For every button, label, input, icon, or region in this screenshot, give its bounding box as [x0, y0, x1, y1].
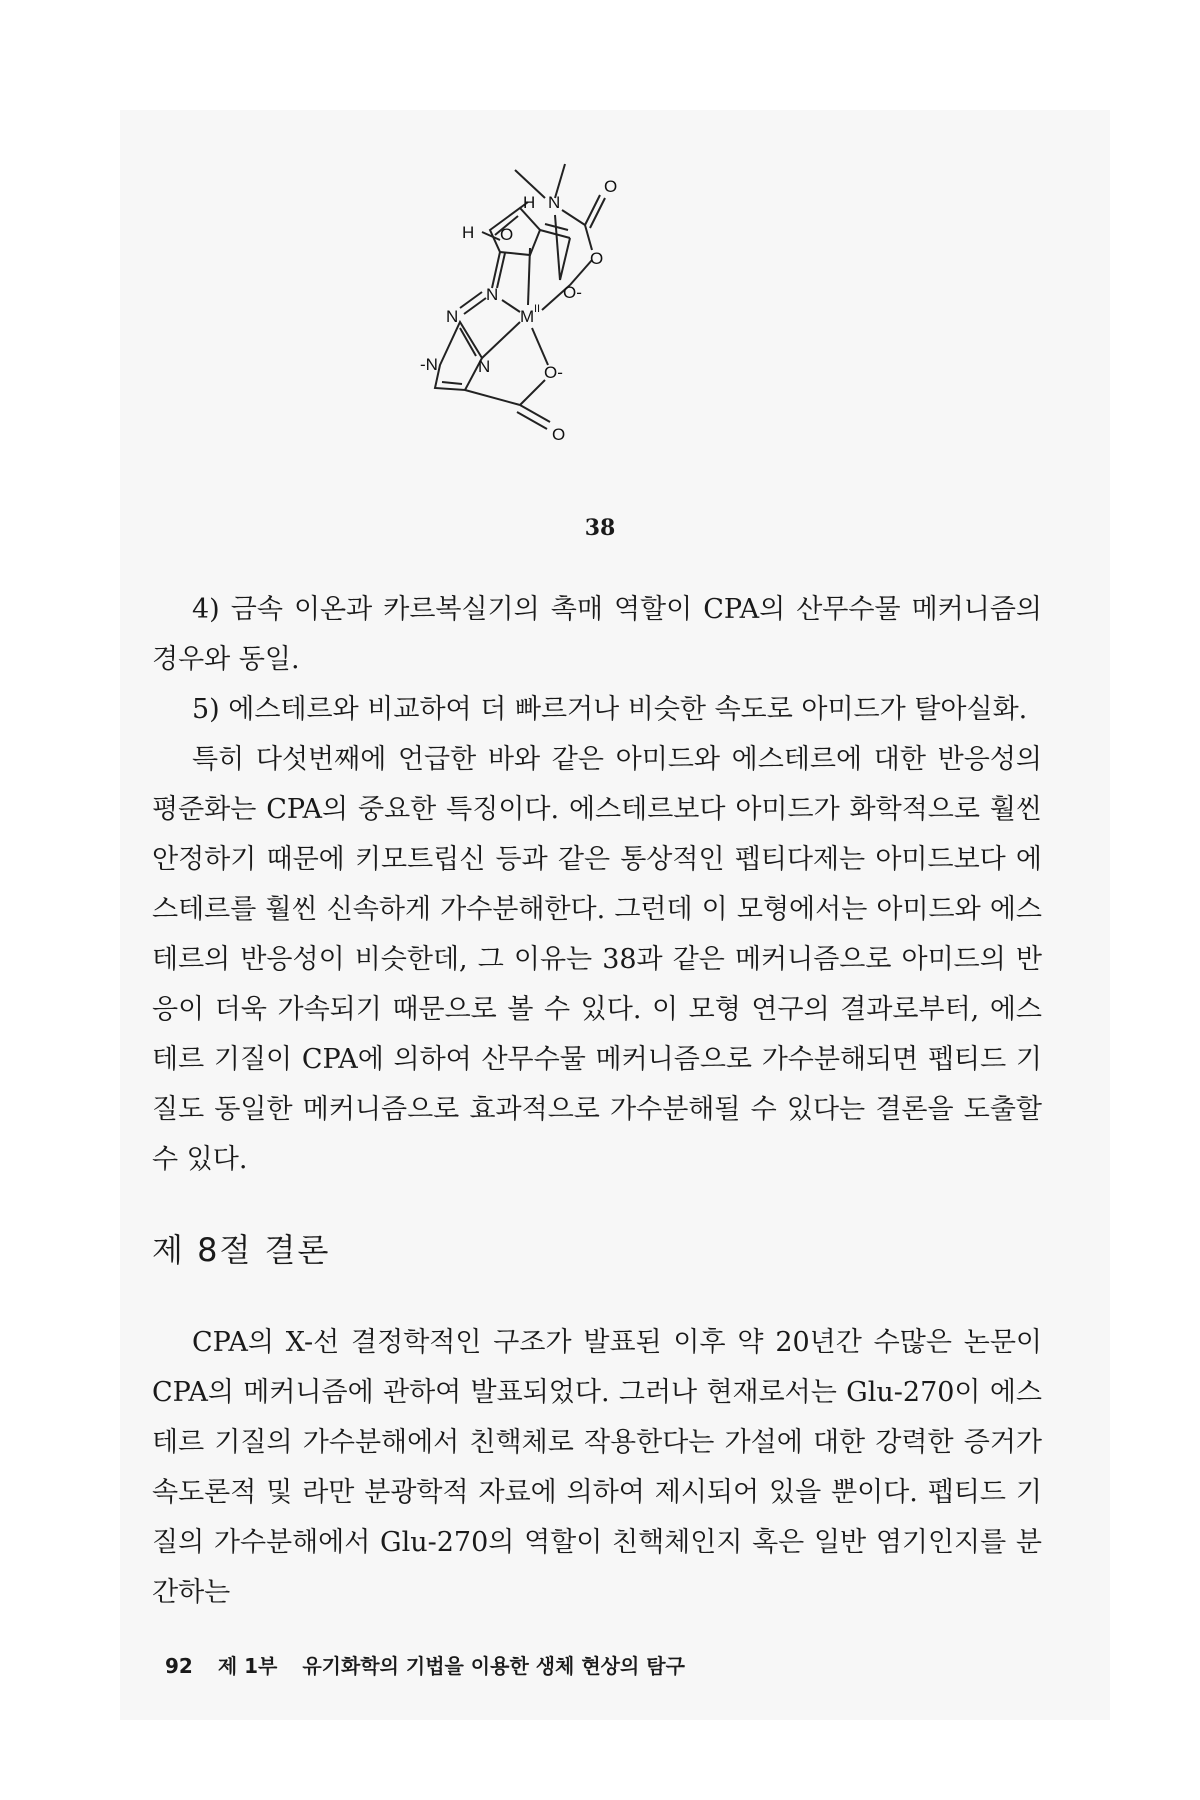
bond — [442, 382, 462, 384]
bond — [528, 248, 530, 305]
compound-number: 38 — [584, 515, 616, 541]
footer-part: 제 1부 — [217, 1654, 278, 1678]
structure-drawing — [420, 160, 720, 500]
atom-label: N — [486, 285, 499, 304]
page-footer — [165, 1650, 703, 1679]
atom-label: N — [446, 307, 459, 326]
atom-label: -N — [420, 355, 438, 374]
bond — [532, 328, 548, 365]
atom-label: II — [534, 303, 541, 315]
bond — [590, 198, 605, 228]
list-item-5: 5) 에스테르와 비교하여 더 빠르거나 비슷한 속도로 아미드가 탈아실화. — [192, 694, 1028, 725]
bond — [555, 215, 560, 280]
bond — [460, 292, 482, 308]
list-item-4: 4) 금속 이온과 카르복실기의 촉매 역할이 CPA의 산무수물 메커니즘의 경우와 동일. — [152, 594, 1042, 675]
section-title: 제 8절 결론 — [152, 1231, 331, 1269]
atom-label: H — [462, 223, 475, 242]
atom-label: O — [552, 425, 566, 444]
bond — [585, 225, 592, 250]
bond — [464, 298, 486, 314]
body-paragraph: 특히 다섯번째에 언급한 바와 같은 아미드와 에스테르에 대한 반응성의 평준화는 CPA의 중요한 특징이다. 에스테르보다 아미드가 화학적으로 훨씬 안정하기 때문에 키모트립신 등과 같은 통상적인 펩티다제는 아미드보다 에스테르를 훨씬 신속하게 가수분해한다. 그런데 이 모형에서는 아미드와 에스테르의 반응성이 비슷한데, 그 이유는 38과 같은 메커니즘으로 아미드의 반응이 더욱 가속되기 때문으로 볼 수 있다. 이 모형 연구의 결과로부터, 에스테르 기질이 CPA에 의하여 산무수물 메커니즘으로 가수분해되면 펩티드 기질도 동일한 메커니즘으로 효과적으로 가수분해될 수 있다는 결론을 도출할 수 있다. — [152, 744, 1042, 1175]
atom-label: N — [548, 193, 561, 212]
section-body-paragraph: CPA의 X-선 결정학적인 구조가 발표된 이후 약 20년간 수많은 논문이 CPA의 메커니즘에 관하여 발표되었다. 그러나 현재로서는 Glu-270이 에스테르 기질의 가수분해에서 친핵체로 작용한다는 가설에 대한 강력한 증거가 속도론적 및 라만 분광학적 자료에 의하여 제시되어 있을 뿐이다. 펩티드 기질의 가수분해에서 Glu-270의 역할이 친핵체인지 혹은 일반 염기인지를 분간하는 — [152, 1327, 1042, 1608]
atom-label: O — [590, 249, 604, 268]
bond — [570, 260, 592, 285]
atom-label: O- — [563, 283, 582, 302]
section-body-block — [152, 1318, 1042, 1618]
list-block — [152, 585, 1042, 1185]
bond — [482, 322, 520, 358]
atom-label: N — [478, 357, 491, 376]
chemical-structure — [420, 160, 720, 500]
bond — [465, 390, 520, 405]
bond — [560, 238, 570, 280]
atom-label: H — [523, 193, 536, 212]
bond — [517, 412, 547, 429]
atom-label: M — [520, 307, 535, 326]
bond — [562, 210, 585, 225]
bond — [520, 380, 545, 405]
bond — [460, 328, 476, 356]
atom-label: O — [604, 177, 618, 196]
footer-title: 유기화학의 기법을 이용한 생체 현상의 탐구 — [302, 1654, 685, 1678]
bond — [540, 230, 570, 238]
page-number: 92 — [165, 1654, 193, 1678]
bond — [520, 405, 550, 422]
bond — [502, 300, 520, 312]
bond — [585, 195, 600, 225]
ring — [490, 208, 540, 255]
atom-label: O- — [544, 363, 563, 382]
atom-label: O — [500, 225, 514, 244]
